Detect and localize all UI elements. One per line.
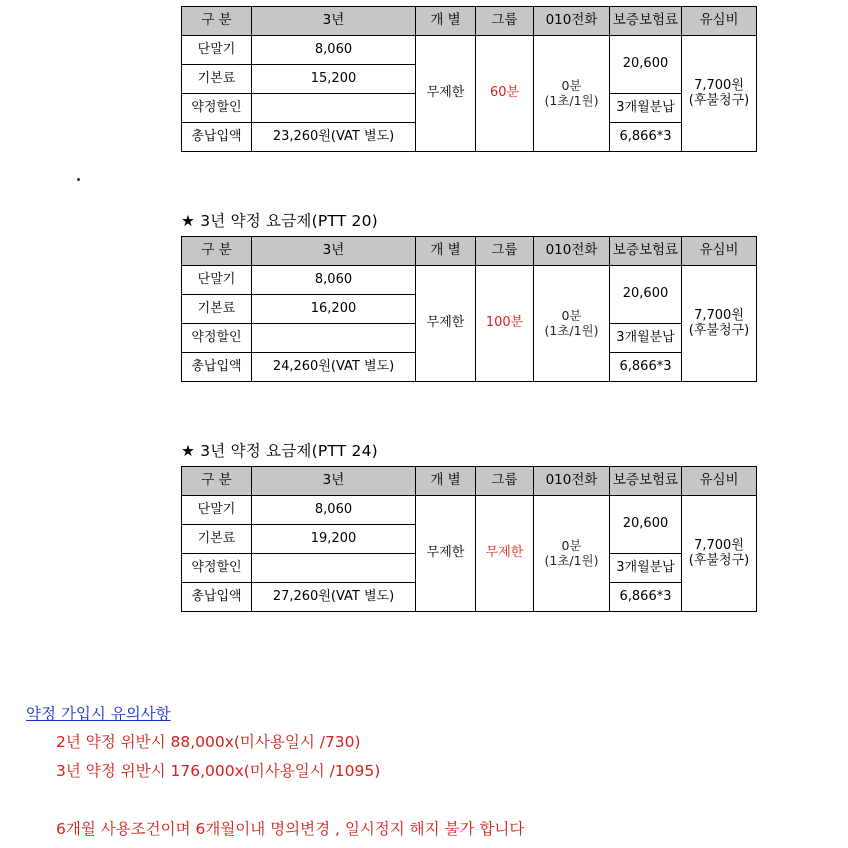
usim-note: (후불청구): [688, 92, 750, 108]
phone-main: 0분: [561, 78, 582, 94]
rate-table: [181, 236, 757, 382]
phone-sub: (1초/1원): [544, 552, 599, 568]
header-category: 구 분: [182, 467, 252, 496]
phone-cell: [534, 496, 610, 612]
usim-fee: 7,700원: [694, 537, 744, 553]
total-value: 24,260원(VAT 별도): [252, 353, 416, 382]
row-label-total: 총납입액: [182, 123, 252, 152]
usim-fee: 7,700원: [694, 307, 744, 323]
row-label-device: 단말기: [182, 496, 252, 525]
row-label-total: 총납입액: [182, 353, 252, 382]
usim-note: (후불청구): [688, 322, 750, 338]
insurance-installment: 6,866*3: [610, 583, 682, 612]
individual-value: 무제한: [416, 36, 476, 152]
table-row: [182, 496, 757, 525]
plan-title: ★ 3년 약정 요금제(PTT 20): [181, 212, 378, 230]
header-usim: 유심비: [682, 467, 757, 496]
insurance-plan: 3개월분납: [610, 94, 682, 123]
base-fee-value: 16,200: [252, 295, 416, 324]
row-label-base-fee: 기본료: [182, 65, 252, 94]
group-value: 100분: [476, 266, 534, 382]
device-value: 8,060: [252, 266, 416, 295]
row-label-device: 단말기: [182, 36, 252, 65]
header-group: 그룹: [476, 467, 534, 496]
header-individual: 개 별: [416, 467, 476, 496]
total-value: 27,260원(VAT 별도): [252, 583, 416, 612]
table-header-row: [182, 7, 757, 36]
notice-line-2year: 2년 약정 위반시 88,000x(미사용일시 /730): [56, 733, 361, 751]
header-category: 구 분: [182, 237, 252, 266]
header-category: 구 분: [182, 7, 252, 36]
table-row: [182, 36, 757, 65]
phone-cell: [534, 266, 610, 382]
usim-cell: [682, 266, 757, 382]
device-value: 8,060: [252, 36, 416, 65]
phone-sub: (1초/1원): [544, 92, 599, 108]
discount-value: [252, 554, 416, 583]
plan-title: ★ 3년 약정 요금제(PTT 24): [181, 442, 378, 460]
insurance-amount: 20,600: [610, 496, 682, 554]
header-usim: 유심비: [682, 7, 757, 36]
notice-line-conditions: 6개월 사용조건이며 6개월이내 명의변경 , 일시정지 해지 불가 합니다: [56, 820, 525, 838]
discount-value: [252, 94, 416, 123]
usim-cell: [682, 496, 757, 612]
insurance-amount: 20,600: [610, 266, 682, 324]
insurance-plan: 3개월분납: [610, 554, 682, 583]
group-value: 무제한: [476, 496, 534, 612]
plan-block: [181, 212, 756, 382]
base-fee-value: 19,200: [252, 525, 416, 554]
header-010-phone: 010전화: [534, 467, 610, 496]
header-group: 그룹: [476, 7, 534, 36]
header-insurance: 보증보험료: [610, 467, 682, 496]
header-3year: 3년: [252, 237, 416, 266]
base-fee-value: 15,200: [252, 65, 416, 94]
total-value: 23,260원(VAT 별도): [252, 123, 416, 152]
phone-main: 0분: [561, 538, 582, 554]
usim-fee: 7,700원: [694, 77, 744, 93]
header-3year: 3년: [252, 7, 416, 36]
header-insurance: 보증보험료: [610, 7, 682, 36]
notice-line-3year: 3년 약정 위반시 176,000x(미사용일시 /1095): [56, 762, 381, 780]
header-010-phone: 010전화: [534, 7, 610, 36]
notice-title[interactable]: 약정 가입시 유의사항: [26, 705, 171, 723]
header-individual: 개 별: [416, 237, 476, 266]
rate-table: [181, 466, 757, 612]
table-row: [182, 266, 757, 295]
header-group: 그룹: [476, 237, 534, 266]
row-label-total: 총납입액: [182, 583, 252, 612]
notice-section: [26, 702, 171, 724]
plan-block: [181, 6, 756, 152]
device-value: 8,060: [252, 496, 416, 525]
phone-main: 0분: [561, 308, 582, 324]
header-usim: 유심비: [682, 237, 757, 266]
header-individual: 개 별: [416, 7, 476, 36]
row-label-discount: 약정할인: [182, 94, 252, 123]
row-label-discount: 약정할인: [182, 324, 252, 353]
insurance-plan: 3개월분납: [610, 324, 682, 353]
row-label-base-fee: 기본료: [182, 525, 252, 554]
insurance-installment: 6,866*3: [610, 123, 682, 152]
plan-block: [181, 442, 756, 612]
discount-value: [252, 324, 416, 353]
insurance-installment: 6,866*3: [610, 353, 682, 382]
stray-dot: [77, 178, 80, 181]
header-010-phone: 010전화: [534, 237, 610, 266]
phone-sub: (1초/1원): [544, 322, 599, 338]
rate-table: [181, 6, 757, 152]
row-label-device: 단말기: [182, 266, 252, 295]
phone-cell: [534, 36, 610, 152]
individual-value: 무제한: [416, 496, 476, 612]
table-header-row: [182, 467, 757, 496]
group-value: 60분: [476, 36, 534, 152]
row-label-base-fee: 기본료: [182, 295, 252, 324]
usim-cell: [682, 36, 757, 152]
usim-note: (후불청구): [688, 552, 750, 568]
row-label-discount: 약정할인: [182, 554, 252, 583]
individual-value: 무제한: [416, 266, 476, 382]
table-header-row: [182, 237, 757, 266]
header-3year: 3년: [252, 467, 416, 496]
header-insurance: 보증보험료: [610, 237, 682, 266]
insurance-amount: 20,600: [610, 36, 682, 94]
